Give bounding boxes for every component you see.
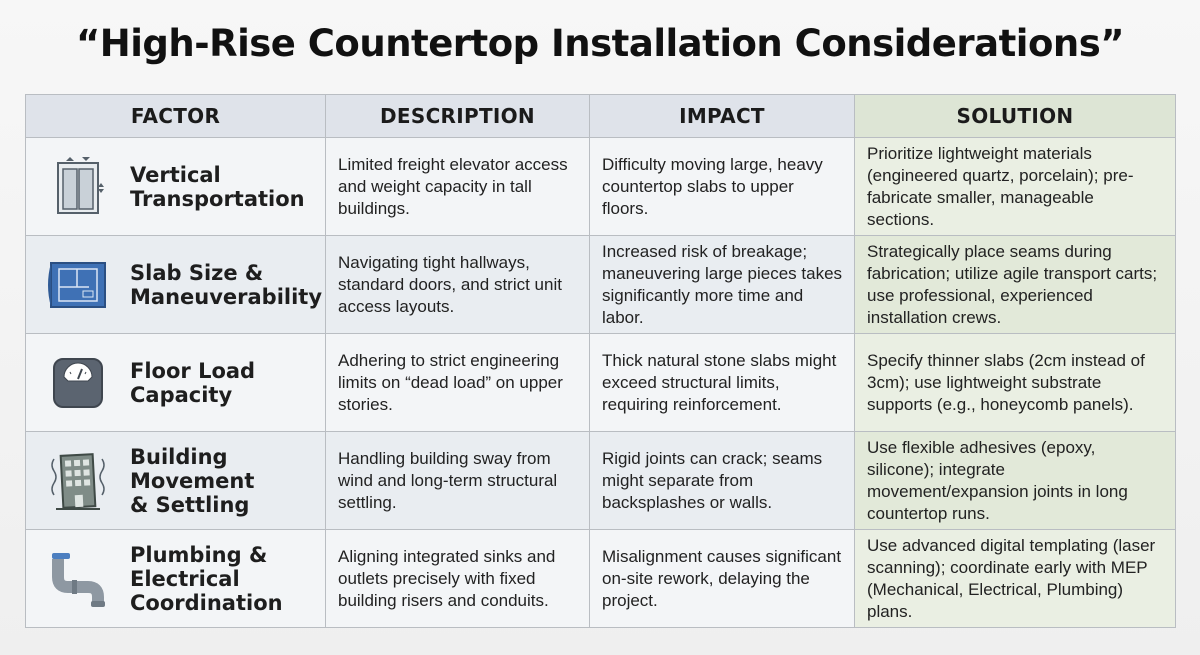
factor-cell xyxy=(26,432,326,530)
swaying-building-icon xyxy=(46,449,110,513)
factor-cell xyxy=(26,138,326,236)
floor-plan-icon xyxy=(46,253,110,317)
impact-cell: Increased risk of breakage; maneuvering large pieces takes significantly more time and labor. xyxy=(590,236,855,334)
impact-cell: Difficulty moving large, heavy countertop slabs to upper floors. xyxy=(590,138,855,236)
description-cell: Handling building sway from wind and long-term structural settling. xyxy=(326,432,590,530)
header-factor: FACTOR xyxy=(26,95,326,138)
factor-label: Slab Size & Maneuverability xyxy=(130,260,323,309)
description-cell: Limited freight elevator access and weight capacity in tall buildings. xyxy=(326,138,590,236)
solution-cell: Specify thinner slabs (2cm instead of 3cm); use lightweight substrate supports (e.g., honeycomb panels). xyxy=(855,334,1176,432)
solution-cell: Use flexible adhesives (epoxy, silicone); integrate movement/expansion joints in long countertop runs. xyxy=(855,432,1176,530)
considerations-table xyxy=(25,94,1176,628)
factor-cell xyxy=(26,334,326,432)
solution-cell: Strategically place seams during fabrication; utilize agile transport carts; use professional, experienced installation crews. xyxy=(855,236,1176,334)
solution-cell: Prioritize lightweight materials (engineered quartz, porcelain); pre-fabricate smaller, manageable sections. xyxy=(855,138,1176,236)
description-cell: Aligning integrated sinks and outlets precisely with fixed building risers and conduits. xyxy=(326,530,590,628)
solution-cell: Use advanced digital templating (laser scanning); coordinate early with MEP (Mechanical, Electrical, Plumbing) plans. xyxy=(855,530,1176,628)
header-impact: IMPACT xyxy=(590,95,855,138)
factor-label: Vertical Transportation xyxy=(130,162,305,211)
page-title: “High-Rise Countertop Installation Considerations” xyxy=(75,22,1125,65)
table-row xyxy=(26,334,1176,432)
pipe-icon xyxy=(46,547,110,611)
elevator-icon xyxy=(46,155,110,219)
description-cell: Navigating tight hallways, standard doors, and strict unit access layouts. xyxy=(326,236,590,334)
weight-scale-icon xyxy=(46,351,110,415)
factor-label: Floor Load Capacity xyxy=(130,358,256,407)
table-row xyxy=(26,432,1176,530)
factor-cell xyxy=(26,236,326,334)
header-description: DESCRIPTION xyxy=(326,95,590,138)
factor-cell xyxy=(26,530,326,628)
impact-cell: Rigid joints can crack; seams might separate from backsplashes or walls. xyxy=(590,432,855,530)
header-solution: SOLUTION xyxy=(855,95,1176,138)
table-row xyxy=(26,138,1176,236)
impact-cell: Misalignment causes significant on-site rework, delaying the project. xyxy=(590,530,855,628)
table-row xyxy=(26,236,1176,334)
description-cell: Adhering to strict engineering limits on “dead load” on upper stories. xyxy=(326,334,590,432)
impact-cell: Thick natural stone slabs might exceed structural limits, requiring reinforcement. xyxy=(590,334,855,432)
factor-label: Plumbing & Electrical Coordination xyxy=(130,542,283,615)
table-row xyxy=(26,530,1176,628)
table-header-row xyxy=(26,95,1176,138)
factor-label: Building Movement & Settling xyxy=(130,444,255,517)
